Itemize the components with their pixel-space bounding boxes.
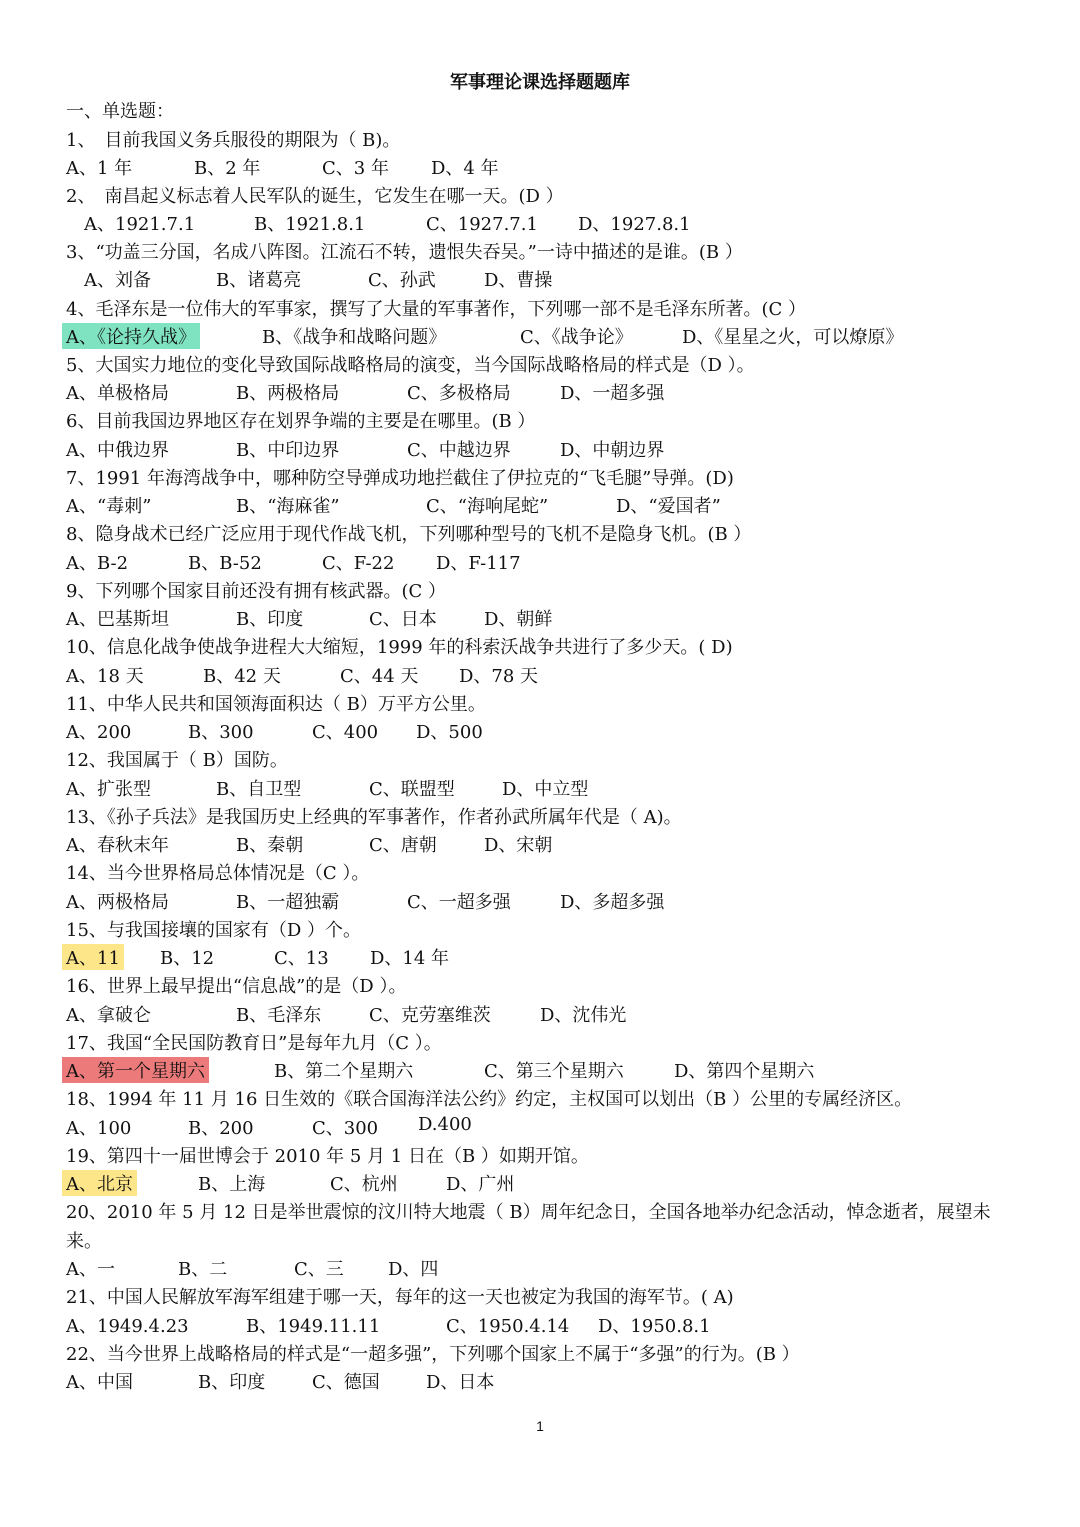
- option-c: C、300: [312, 1118, 379, 1139]
- option-d: D、500: [416, 722, 483, 743]
- option-d: D、4 年: [431, 158, 499, 179]
- option-d: D、F-117: [436, 553, 521, 574]
- option-a: A、中国: [66, 1372, 133, 1393]
- question-14: 14、当今世界格局总体情况是（C ）。: [66, 863, 370, 884]
- option-c: C、一超多强: [407, 892, 511, 913]
- option-a: A、巴基斯坦: [66, 609, 169, 630]
- option-b: B、毛泽东: [236, 1005, 322, 1026]
- question-1: 1、 目前我国义务兵服役的期限为（ B)。: [66, 130, 401, 151]
- option-a-highlighted: A、《论持久战》: [62, 323, 200, 349]
- option-b: B、“海麻雀”: [236, 496, 340, 517]
- option-d: D、日本: [426, 1372, 495, 1393]
- question-3: 3、“功盖三分国，名成八阵图。江流石不转，遗恨失吞吴。”一诗中描述的是谁。(B ）: [66, 242, 743, 263]
- option-c: C、1950.4.14: [446, 1316, 570, 1337]
- option-c: C、13: [274, 948, 329, 969]
- option-c: C、第三个星期六: [484, 1061, 624, 1082]
- page-number: 1: [536, 1418, 544, 1434]
- question-12: 12、我国属于（ B）国防。: [66, 750, 288, 771]
- option-c: C、F-22: [322, 553, 395, 574]
- option-d: D、广州: [446, 1174, 515, 1195]
- option-a: A、1 年: [66, 158, 133, 179]
- option-b: B、印度: [236, 609, 304, 630]
- option-b: B、中印边界: [236, 440, 340, 461]
- question-21: 21、中国人民解放军海军组建于哪一天，每年的这一天也被定为我国的海军节。( A): [66, 1287, 734, 1308]
- option-b: B、第二个星期六: [274, 1061, 414, 1082]
- option-c: C、孙武: [368, 270, 436, 291]
- question-6: 6、目前我国边界地区存在划界争端的主要是在哪里。(B ）: [66, 411, 536, 432]
- option-c: C、“海响尾蛇”: [426, 496, 549, 517]
- option-a: A、B-2: [66, 553, 129, 574]
- option-c: C、杭州: [330, 1174, 398, 1195]
- option-d: D、中朝边界: [560, 440, 665, 461]
- question-17: 17、我国“全民国防教育日”是每年九月（C ）。: [66, 1033, 442, 1054]
- option-b: B、200: [188, 1118, 254, 1139]
- option-d: D、朝鲜: [484, 609, 553, 630]
- option-b: B、2 年: [194, 158, 261, 179]
- option-c: C、1927.7.1: [426, 214, 538, 235]
- option-a: A、单极格局: [66, 383, 169, 404]
- option-c: C、德国: [312, 1372, 380, 1393]
- option-d: D、宋朝: [484, 835, 553, 856]
- option-b: B、1921.8.1: [254, 214, 366, 235]
- option-c: C、400: [312, 722, 379, 743]
- question-7: 7、1991 年海湾战争中，哪种防空导弹成功地拦截住了伊拉克的“飞毛腿”导弹。(D): [66, 468, 734, 489]
- question-13: 13、《孙子兵法》是我国历史上经典的军事著作，作者孙武所属年代是（ A)。: [66, 807, 682, 828]
- option-d: D、“爱国者”: [616, 496, 721, 517]
- option-d: D、1927.8.1: [578, 214, 691, 235]
- option-a: A、1921.7.1: [84, 214, 196, 235]
- question-8: 8、隐身战术已经广泛应用于现代作战飞机，下列哪种型号的飞机不是隐身飞机。(B ）: [66, 524, 752, 545]
- option-b: B、诸葛亮: [216, 270, 302, 291]
- option-b: B、一超独霸: [236, 892, 340, 913]
- option-a-highlighted: A、北京: [62, 1170, 137, 1196]
- question-20: 20、2010 年 5 月 12 日是举世震惊的汶川特大地震（ B）周年纪念日，全国各地举办纪念活动，悼念逝者，展望未: [66, 1202, 991, 1223]
- option-c: C、日本: [369, 609, 437, 630]
- option-d: D、沈伟光: [540, 1005, 627, 1026]
- option-a-highlighted: A、11: [62, 944, 124, 970]
- option-a-highlighted: A、第一个星期六: [62, 1057, 209, 1083]
- option-d: D、四: [388, 1259, 439, 1280]
- option-a: A、一: [66, 1259, 115, 1280]
- option-a: A、200: [66, 722, 132, 743]
- option-a: A、刘备: [84, 270, 151, 291]
- question-2: 2、 南昌起义标志着人民军队的诞生，它发生在哪一天。(D ）: [66, 186, 564, 207]
- option-c: C、3 年: [322, 158, 389, 179]
- question-10: 10、信息化战争使战争进程大大缩短，1999 年的科索沃战争共进行了多少天。( D): [66, 637, 733, 658]
- question-4: 4、毛泽东是一位伟大的军事家，撰写了大量的军事著作，下列哪一部不是毛泽东所著。(C ）: [66, 299, 806, 320]
- option-d: D、14 年: [370, 948, 450, 969]
- option-b: B、秦朝: [236, 835, 304, 856]
- option-a: A、中俄边界: [66, 440, 169, 461]
- option-a: A、1949.4.23: [66, 1316, 189, 1337]
- question-22: 22、当今世界上战略格局的样式是“一超多强”，下列哪个国家上不属于“多强”的行为。(B ）: [66, 1344, 800, 1365]
- option-a: A、100: [66, 1118, 132, 1139]
- option-c: C、三: [294, 1259, 344, 1280]
- option-a: A、“毒刺”: [66, 496, 152, 517]
- option-c: C、克劳塞维茨: [369, 1005, 491, 1026]
- option-b: B、B-52: [188, 553, 262, 574]
- option-c: C、唐朝: [369, 835, 437, 856]
- option-b: B、二: [178, 1259, 228, 1280]
- question-15: 15、与我国接壤的国家有（D ）个。: [66, 920, 362, 941]
- option-d: D.400: [418, 1114, 472, 1135]
- option-c: C、44 天: [340, 666, 419, 687]
- option-d: D、中立型: [502, 779, 589, 800]
- option-b: B、两极格局: [236, 383, 340, 404]
- option-b: B、上海: [198, 1174, 266, 1195]
- option-b: B、42 天: [203, 666, 281, 687]
- option-c: C、联盟型: [369, 779, 455, 800]
- page-title: 军事理论课选择题题库: [450, 72, 630, 93]
- option-b: B、1949.11.11: [246, 1316, 381, 1337]
- section-heading: 一、单选题：: [66, 101, 174, 122]
- option-a: A、扩张型: [66, 779, 151, 800]
- question-18: 18、1994 年 11 月 16 日生效的《联合国海洋法公约》约定，主权国可以划出（B ）公里的专属经济区。: [66, 1089, 913, 1110]
- option-a: A、18 天: [66, 666, 144, 687]
- option-c: C、中越边界: [407, 440, 511, 461]
- option-c: C、《战争论》: [520, 327, 633, 348]
- option-d: D、曹操: [484, 270, 553, 291]
- option-d: D、《星星之火，可以燎原》: [682, 327, 904, 348]
- option-b: B、《战争和战略问题》: [262, 327, 447, 348]
- option-b: B、12: [160, 948, 215, 969]
- option-d: D、一超多强: [560, 383, 665, 404]
- option-b: B、印度: [198, 1372, 266, 1393]
- option-c: C、多极格局: [407, 383, 511, 404]
- question-5: 5、大国实力地位的变化导致国际战略格局的演变，当今国际战略格局的样式是（D ）。: [66, 355, 755, 376]
- question-19: 19、第四十一届世博会于 2010 年 5 月 1 日在（B ）如期开馆。: [66, 1146, 589, 1167]
- option-d: D、78 天: [459, 666, 539, 687]
- option-d: D、1950.8.1: [598, 1316, 711, 1337]
- question-16: 16、世界上最早提出“信息战”的是（D ）。: [66, 976, 407, 997]
- option-a: A、春秋末年: [66, 835, 169, 856]
- option-b: B、自卫型: [216, 779, 302, 800]
- option-d: D、第四个星期六: [674, 1061, 815, 1082]
- question-11: 11、中华人民共和国领海面积达（ B）万平方公里。: [66, 694, 486, 715]
- option-b: B、300: [188, 722, 254, 743]
- option-a: A、拿破仑: [66, 1005, 151, 1026]
- option-a: A、两极格局: [66, 892, 169, 913]
- option-d: D、多超多强: [560, 892, 665, 913]
- question-9: 9、下列哪个国家目前还没有拥有核武器。(C ）: [66, 581, 446, 602]
- question-20-continued: 来。: [66, 1231, 102, 1252]
